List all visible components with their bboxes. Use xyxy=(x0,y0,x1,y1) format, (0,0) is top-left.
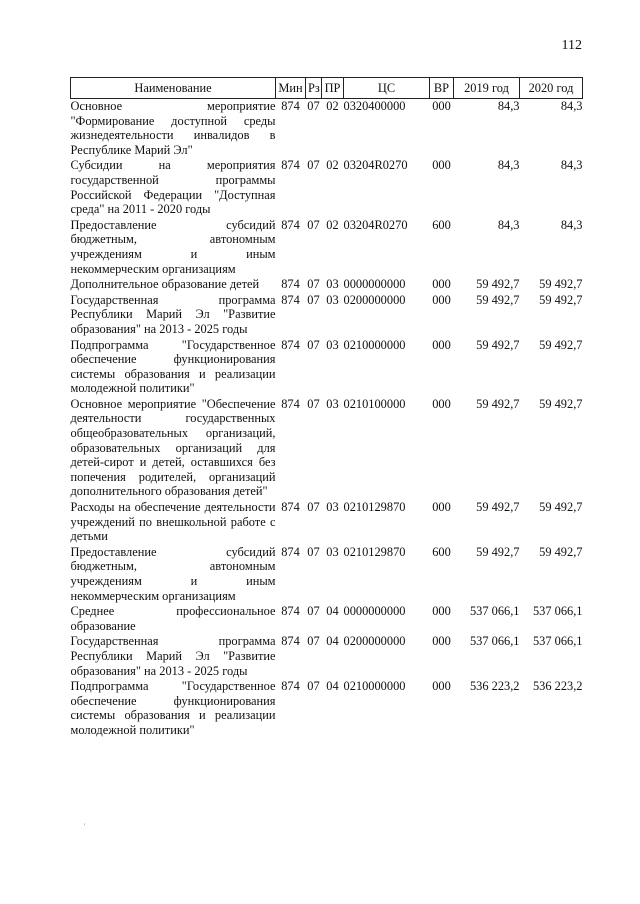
row-vr: 000 xyxy=(432,158,451,173)
row-vr: 000 xyxy=(432,277,451,292)
table-row xyxy=(71,293,583,338)
row-2019: 84,3 xyxy=(497,99,520,113)
header-min: Мин xyxy=(276,78,306,99)
row-rz: 07 xyxy=(307,396,320,411)
row-cs: 0000000000 xyxy=(343,604,406,619)
row-name: Расходы на обеспечение деятельности учреждений по внешкольной работе с детьми xyxy=(70,500,276,544)
row-vr: 000 xyxy=(432,396,451,411)
table-row xyxy=(71,218,583,277)
row-2020: 537 066,1 xyxy=(532,634,583,649)
row-min: 874 xyxy=(281,634,300,649)
row-min: 874 xyxy=(281,99,300,113)
row-vr: 600 xyxy=(432,544,451,559)
row-2019: 59 492,7 xyxy=(476,396,520,411)
row-cs: 0210000000 xyxy=(343,679,406,694)
row-min: 874 xyxy=(281,158,300,173)
row-2020: 537 066,1 xyxy=(532,604,583,619)
row-vr: 000 xyxy=(432,604,451,619)
row-rz: 07 xyxy=(307,277,320,292)
row-rz: 07 xyxy=(307,544,320,559)
row-2019: 84,3 xyxy=(497,217,520,232)
row-rz: 07 xyxy=(307,500,320,515)
row-cs: 03204R0270 xyxy=(343,217,408,232)
row-cs: 0210000000 xyxy=(343,337,406,352)
row-2019: 537 066,1 xyxy=(469,634,520,649)
header-vr: ВР xyxy=(430,78,454,99)
row-2020: 59 492,7 xyxy=(539,500,583,515)
table-row xyxy=(71,545,583,604)
budget-table xyxy=(70,77,583,739)
row-pr: 03 xyxy=(326,337,339,352)
row-cs: 0210129870 xyxy=(343,500,406,515)
table-row xyxy=(71,277,583,293)
row-rz: 07 xyxy=(307,217,320,232)
row-vr: 000 xyxy=(432,337,451,352)
row-min: 874 xyxy=(281,604,300,619)
row-rz: 07 xyxy=(307,292,320,307)
row-cs: 0200000000 xyxy=(343,634,406,649)
row-min: 874 xyxy=(281,500,300,515)
row-cs: 03204R0270 xyxy=(343,158,408,173)
header-2019: 2019 год xyxy=(454,78,520,99)
row-2020: 59 492,7 xyxy=(539,396,583,411)
row-2019: 59 492,7 xyxy=(476,337,520,352)
row-pr: 03 xyxy=(326,500,339,515)
header-name: Наименование xyxy=(71,78,276,99)
row-rz: 07 xyxy=(307,158,320,173)
table-header-row xyxy=(71,78,583,99)
row-name: Субсидии на мероприятия государственной программы Российской Федерации "Доступная среда" на 2011 - 2020 годы xyxy=(70,158,276,217)
row-name: Дополнительное образование детей xyxy=(70,277,260,292)
row-pr: 04 xyxy=(326,679,339,694)
row-vr: 600 xyxy=(432,217,451,232)
row-pr: 03 xyxy=(326,396,339,411)
header-pr: ПР xyxy=(322,78,344,99)
header-cs: ЦС xyxy=(344,78,430,99)
table-row xyxy=(71,500,583,545)
table-row xyxy=(71,397,583,500)
row-min: 874 xyxy=(281,217,300,232)
row-vr: 000 xyxy=(432,292,451,307)
row-2020: 59 492,7 xyxy=(539,337,583,352)
row-pr: 04 xyxy=(326,634,339,649)
row-name: Основное мероприятие "Формирование доступной среды жизнедеятельности инвалидов в Республике Марий Эл" xyxy=(70,99,276,157)
row-2019: 536 223,2 xyxy=(469,679,520,694)
row-cs: 0000000000 xyxy=(343,277,406,292)
row-min: 874 xyxy=(281,277,300,292)
table-row xyxy=(71,158,583,217)
row-min: 874 xyxy=(281,396,300,411)
row-2020: 59 492,7 xyxy=(539,544,583,559)
row-2019: 59 492,7 xyxy=(476,500,520,515)
scan-mark: ' xyxy=(84,822,86,831)
header-2020: 2020 год xyxy=(520,78,583,99)
row-min: 874 xyxy=(281,679,300,694)
row-pr: 03 xyxy=(326,277,339,292)
row-min: 874 xyxy=(281,292,300,307)
page-number: 112 xyxy=(561,38,582,53)
row-cs: 0320400000 xyxy=(343,99,406,113)
row-name: Подпрограмма "Государственное обеспечение функционирования системы образования и реализации молодежной политики" xyxy=(70,337,276,396)
row-name: Среднее профессиональное образование xyxy=(70,604,276,633)
row-cs: 0210129870 xyxy=(343,544,406,559)
row-rz: 07 xyxy=(307,604,320,619)
row-2019: 59 492,7 xyxy=(476,292,520,307)
row-name: Основное мероприятие "Обеспечение деятельности государственных общеобразовательных организаций, образовательных организаций для детей-сирот и детей, оставшихся без попечения родителей, организаций дополнительного образования детей" xyxy=(70,396,276,499)
table-row xyxy=(71,634,583,679)
row-cs: 0210100000 xyxy=(343,396,406,411)
row-rz: 07 xyxy=(307,634,320,649)
row-2019: 59 492,7 xyxy=(476,277,520,292)
row-2019: 59 492,7 xyxy=(476,544,520,559)
header-rz: Рз xyxy=(306,78,322,99)
table-row xyxy=(71,604,583,634)
row-rz: 07 xyxy=(307,679,320,694)
row-2020: 59 492,7 xyxy=(539,277,583,292)
row-cs: 0200000000 xyxy=(343,292,406,307)
row-pr: 03 xyxy=(326,544,339,559)
row-2020: 84,3 xyxy=(560,99,583,113)
row-2020: 59 492,7 xyxy=(539,292,583,307)
table-body xyxy=(71,99,583,739)
table-row xyxy=(71,338,583,397)
row-2020: 536 223,2 xyxy=(532,679,583,694)
row-2020: 84,3 xyxy=(560,158,583,173)
row-2019: 537 066,1 xyxy=(469,604,520,619)
row-2020: 84,3 xyxy=(560,217,583,232)
row-pr: 02 xyxy=(326,158,339,173)
table-row xyxy=(71,679,583,738)
row-pr: 04 xyxy=(326,604,339,619)
row-pr: 02 xyxy=(326,99,339,113)
row-rz: 07 xyxy=(307,337,320,352)
row-pr: 03 xyxy=(326,292,339,307)
row-name: Предоставление субсидий бюджетным, автономным учреждениям и иным некоммерческим организациям xyxy=(70,544,276,603)
row-2019: 84,3 xyxy=(497,158,520,173)
row-min: 874 xyxy=(281,544,300,559)
row-name: Предоставление субсидий бюджетным, автономным учреждениям и иным некоммерческим организациям xyxy=(70,217,276,276)
row-name: Государственная программа Республики Марий Эл "Развитие образования" на 2013 - 2025 годы xyxy=(70,634,276,678)
row-min: 874 xyxy=(281,337,300,352)
row-vr: 000 xyxy=(432,634,451,649)
row-vr: 000 xyxy=(432,99,451,113)
row-pr: 02 xyxy=(326,217,339,232)
row-name: Подпрограмма "Государственное обеспечение функционирования системы образования и реализации молодежной политики" xyxy=(70,679,276,737)
row-vr: 000 xyxy=(432,500,451,515)
row-rz: 07 xyxy=(307,99,320,113)
table-row xyxy=(71,99,583,159)
row-name: Государственная программа Республики Марий Эл "Развитие образования" на 2013 - 2025 годы xyxy=(70,292,276,336)
row-vr: 000 xyxy=(432,679,451,694)
